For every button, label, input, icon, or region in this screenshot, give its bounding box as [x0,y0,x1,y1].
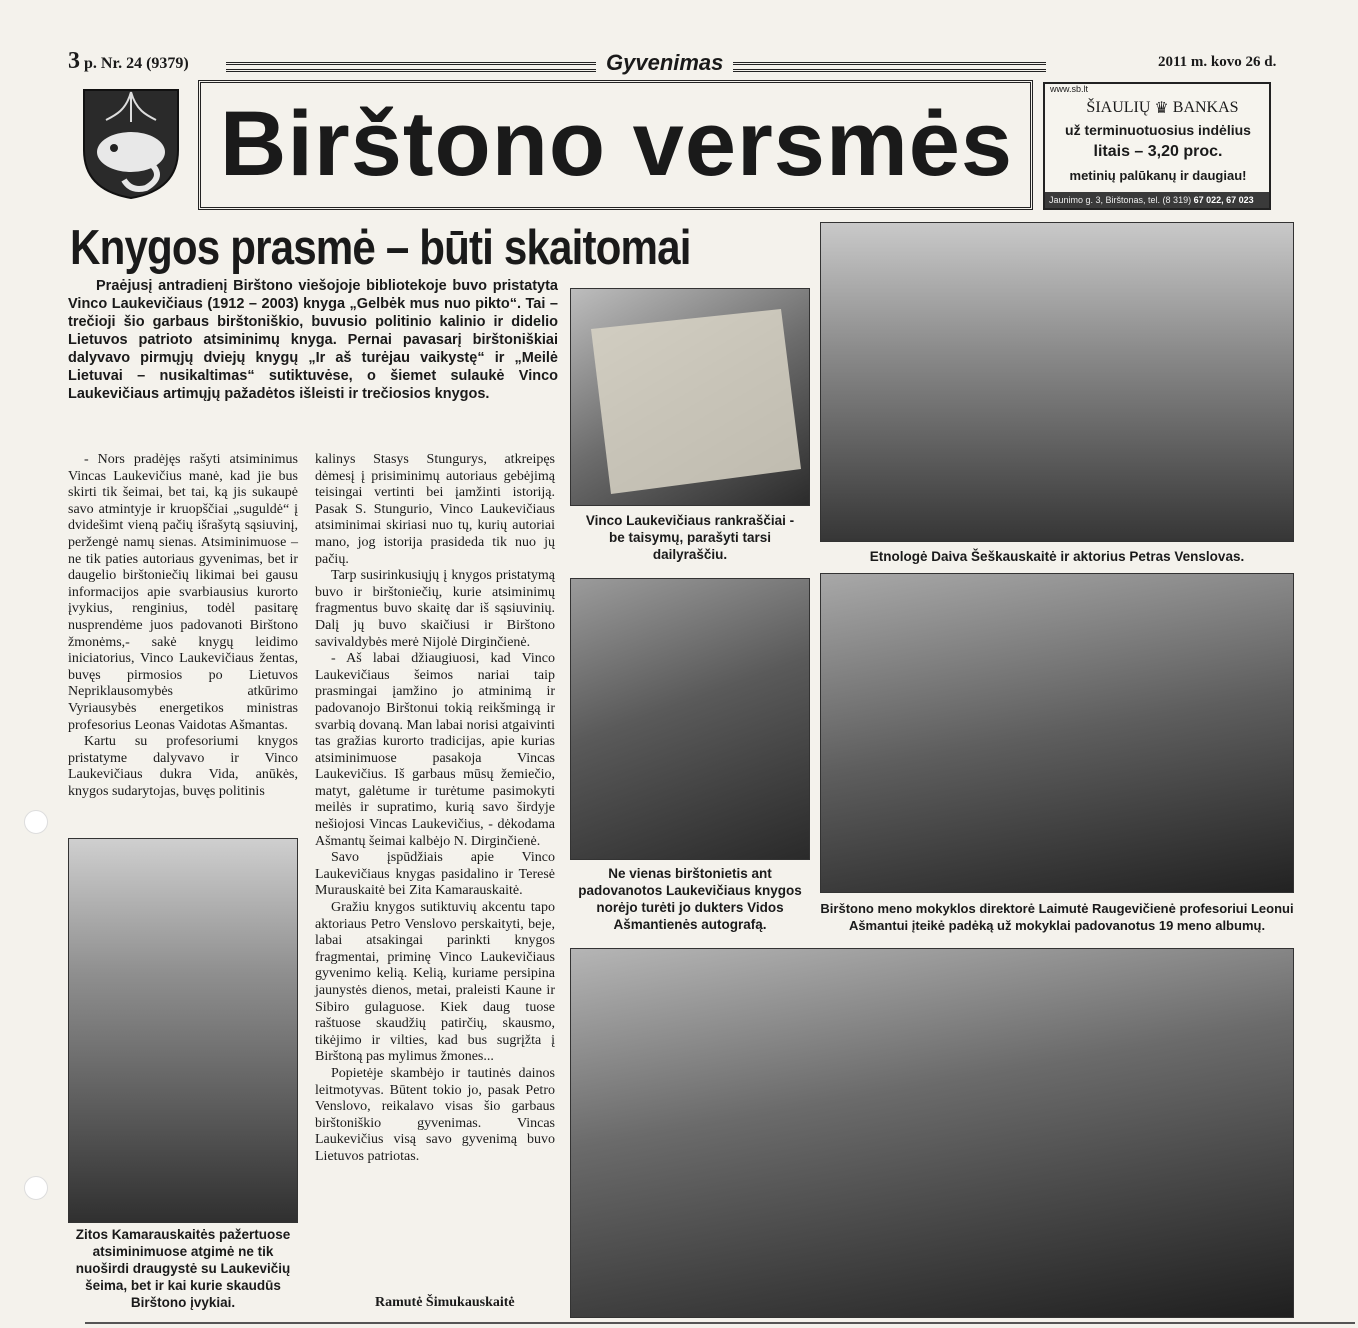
ad-bank-name-part1: ŠIAULIŲ [1086,99,1151,116]
section-name: Gyvenimas [596,50,733,76]
ad-footer [1045,192,1269,208]
ad-phones: 67 022, 67 023 [1193,195,1254,205]
caption-speaker: Zitos Kamarauskaitės pažertuose atsiminimuose atgimė ne tik nuoširdi draugystė su Laukevičių šeima, bet ir kai kurie skaudūs Birštono įvykiai. [75,1227,291,1310]
ad-line-2: litais – 3,20 proc. [1093,143,1223,160]
photo-manuscript [570,288,810,506]
photo-audience [570,948,1294,1318]
issue-number: p. Nr. 24 (9379) [84,55,189,72]
paragraph: Savo įspūdžiais apie Vinco Laukevičiaus knygas pasidalino ir Teresė Murauskaitė bei Zita Kamarauskaitė. [315,850,555,899]
ad-line-3: metinių palūkanų ir daugiau! [1069,168,1247,183]
caption-performers: Etnologė Daiva Šeškauskaitė ir aktorius Petras Venslovas. [869,549,1245,564]
ad-line-1: už terminuotuosius indėlius [1065,122,1251,138]
article-headline: Knygos prasmė – būti skaitomai [70,221,691,275]
photo-presentation [820,573,1294,893]
ad-address: Jaunimo g. 3, Birštonas, tel. (8 319) [1049,195,1192,205]
ad-bank-name-part2: BANKAS [1172,99,1239,116]
paragraph: Tarp susirinkusiųjų į knygos pristatymą buvo ir birštoniečių, kurie atsiminimų fragmentus buvo skaitę dar iš sąsiuvinių. Dalį jų buvo skaičiusi ir Birštono savivaldybės merė Nijolė Dirginčienė. [315,568,555,650]
photo-audience-autograph [570,578,810,860]
binder-hole [24,810,48,834]
paragraph: Gražiu knygos sutiktuvių akcentu tapo aktoriaus Petro Venslovo perskaityti, beje, labai atsakingai parinkti knygos fragmentai, priminę Vinco Laukevičiaus gyvenimo kelią. Kelią, kuriame persipina jaunystės dienos, metai, praleisti Kaune ir Sibiro gulaguose. Kiek daug tuose raštuose skaudžių patirčių, skausmo, tikėjimo ir vilties, kad bus sugrįžta į Birštoną pas mylimus žmones... [315,900,555,1065]
binder-hole [24,1176,48,1200]
page-number-digit: 3 [68,48,80,74]
ad-bank-name [1060,98,1265,118]
paragraph: kalinys Stasys Stungurys, atkreipęs dėmesį į prisiminimų autoriaus gebėjimą teisingai vertinti bei įamžinti istoriją. Pasak S. Stungurio, Vinco Laukevičiaus atsiminimai skiriasi nuo tų, kurių autoriai mano, jog istorija prasideda tik nuo jų pačių. [315,452,555,567]
issue-date: 2011 m. kovo 26 d. [1158,54,1277,70]
masthead-title: Birštono versmės [219,93,1014,195]
bank-logo-icon: ♛ [1154,100,1169,117]
page-number [68,48,189,75]
article-column-1 [68,452,298,800]
caption-autograph: Ne vienas birštonietis ant padovanotos Laukevičiaus knygos norėjo turėti jo dukters Vidos Ašmantienės autografą. [578,866,802,932]
photo-performers [820,222,1294,542]
paragraph: - Aš labai džiaugiuosi, kad Vinco Laukevičiaus šeimos nariai taip prasmingai įamžino jo atminimą ir padovanojo Birštonui tokią reikšmingą ir svarbią dovaną. Man labai norisi atgaivinti tas gražias kurorto tradicijas, apie kurias atsiminimuose pasakoja Vincas Laukevičius. Iš garbaus mūsų žemiečio, matyt, galėtume ir turėtume pasimokyti meilės ir supratimo, kurią savo širdyje nešiojosi Vincas Laukevičius, - dėkodama Ašmantų šeimai kalbėjo N. Dirginčienė. [315,651,555,849]
paragraph: - Nors pradėjęs rašyti atsiminimus Vincas Laukevičius manė, kad jie bus skirti tik šeimai, bet tai, ką jis sukaupė savo atmintyje ir kruopščiai „suguldė“ į dvidešimt vieną pačių išrašytą sąsiuvinį, peržengė namų sienas. Atsiminimuose – ne tik paties autoriaus gyvenimas, bet ir daugelio birštoniečių likimai bei gausu informacijos apie svarbiausius kurorto įvykius, renginius, todėl pasitarę nusprendėme juos padovanoti Birštono žmonėms,- sakė knygų leidimo iniciatorius, Vinco Laukevičiaus žentas, buvęs pirmosios po Lietuvos Nepriklausomybės atkūrimo Vyriausybės energetikos ministras profesorius Leonas Vaidotas Ašmantas. [68,452,298,733]
article-byline: Ramutė Šimukauskaitė [375,1295,515,1310]
article-column-2 [315,452,555,1166]
photo-speaker [68,838,298,1223]
ad-url: www.sb.lt [1050,84,1089,94]
article-lead: Praėjusį antradienį Birštono viešojoje bibliotekoje buvo pristatyta Vinco Laukevičiaus (1912 – 2003) knyga „Gelbėk mus nuo pikto“. Tai – trečioji šio garbaus birštoniškio, buvusio politinio kalinio ir didelio Lietuvos patrioto atsiminimų knyga. Pernai pavasarį birštoniškiai dalyvavo pirmųjų dviejų knygų „Ir aš turėjau vaikystę“ ir „Meilė Lietuvai – nusikaltimas“ sutiktuvėse, o šiemet sulaukė Vinco Laukevičiaus artimųjų pažadėtos išleisti ir trečiosios knygos. [68,278,558,402]
bottom-rule [85,1322,1355,1324]
caption-manuscript: Vinco Laukevičiaus rankraščiai - be taisymų, parašyti tarsi dailyraščiu. [585,513,795,562]
caption-presentation: Birštono meno mokyklos direktorė Laimutė Raugevičienė profesoriui Leonui Ašmantui įteikė padėką už mokyklai padovanotus 19 meno albumų. [820,901,1294,933]
paragraph: Kartu su profesoriumi knygos pristatyme dalyvavo ir Vinco Laukevičiaus dukra Vida, anūkės, knygos sudarytojas, buvęs politinis [68,734,298,799]
paragraph: Popietėje skambėjo ir tautinės dainos leitmotyvas. Būtent tokio jo, pasak Petro Venslovo, reikalavo visas šio garbaus birštoniškio gyvenimas. Vincas Laukevičius visą savo gyvenimą buvo Lietuvos patriotas. [315,1065,555,1164]
coat-of-arms-icon [76,80,186,200]
